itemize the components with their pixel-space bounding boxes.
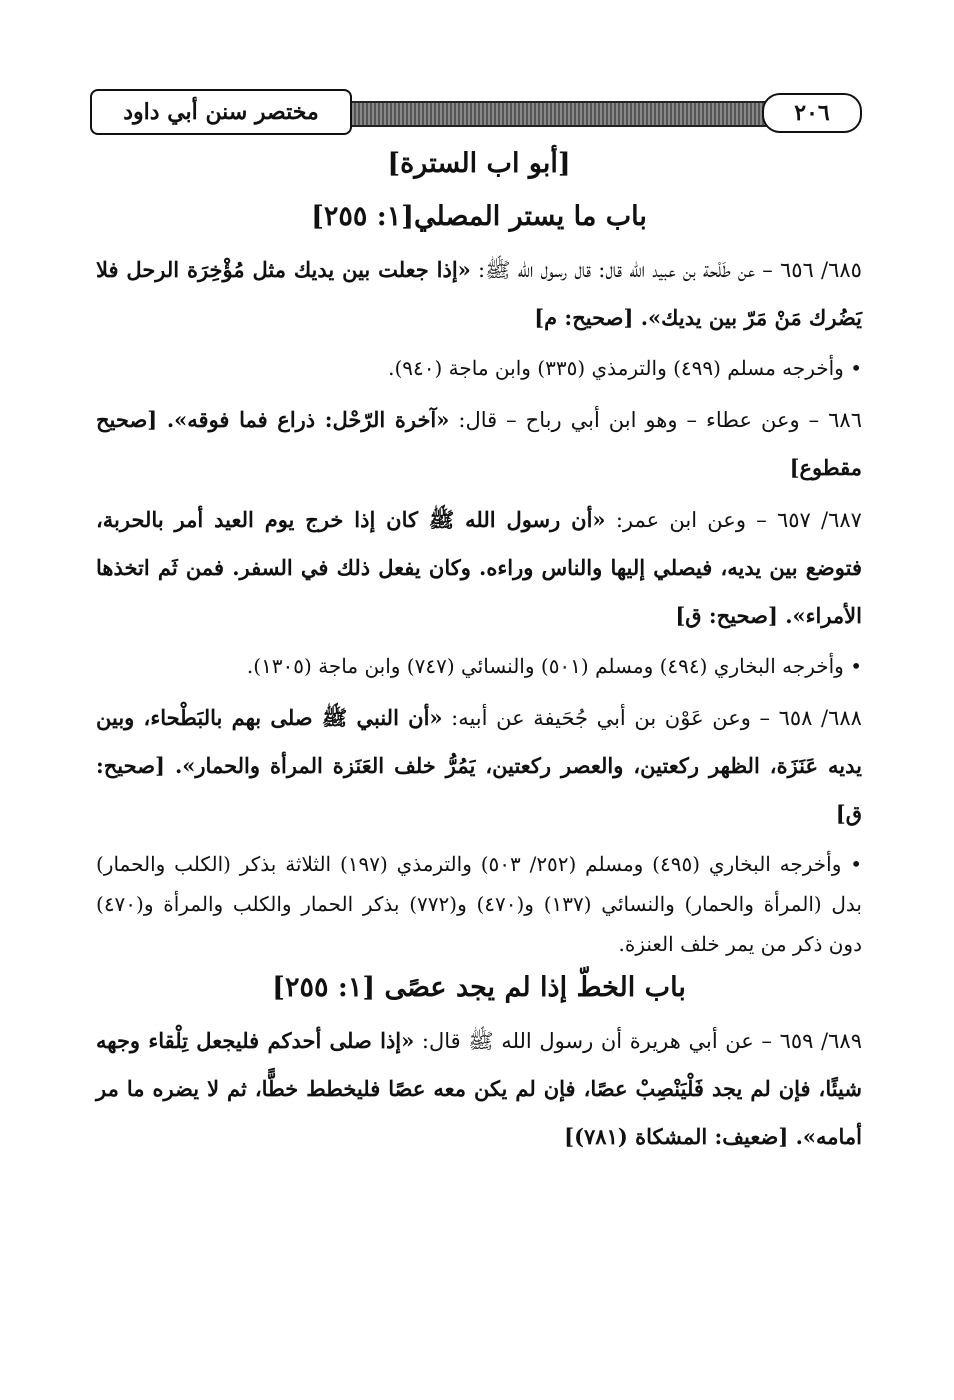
- hadith-number: ٦٨٥/ ٦٥٦: [779, 258, 862, 282]
- hadith-intro: – وعن ابن عمر:: [615, 508, 767, 532]
- hadith-intro: – عن طَلْحة بن عبيد الله قال: قال رسول الله ﷺ:: [478, 258, 773, 282]
- page-content: [96, 148, 862, 1161]
- hadith-689: [96, 1017, 862, 1161]
- hadith-intro: – عن أبي هريرة أن رسول الله ﷺ قال:: [421, 1029, 772, 1053]
- takhrij-note: • وأخرجه البخاري (٤٩٥) ومسلم (٢٥٢/ ٥٠٣) والترمذي (١٩٧) الثلاثة بذكر (الكلب والحمار) بدل (المرأة والحمار) والنسائي (١٣٧) و(٤٧٠) و(٧٧٢) بذكر الحمار والكلب والمرأة و(٤٧٠) دون ذكر من يمر خلف العنزة.: [96, 852, 862, 956]
- hadith-text: «أن النبي ﷺ صلى بهم بالبَطْحاء، وبين يديه عَنَزَة، الظهر ركعتين، والعصر ركعتين، يَمُرُّ خلف العَنَزة المرأة والحمار». [صحيح: ق]: [96, 705, 862, 826]
- hadith-intro: – وعن عَوْن بن أبي جُحَيفة عن أبيه:: [451, 706, 770, 730]
- hadith-number: ٦٨٩/ ٦٥٩: [779, 1029, 862, 1053]
- hadith-number: ٦٨٧/ ٦٥٧: [776, 508, 862, 532]
- hadith-688: [96, 694, 862, 838]
- hadith-text: «آخرة الرّحْل: ذراع فما فوقه». [صحيح مقطوع]: [96, 407, 862, 480]
- page-header: [90, 85, 862, 137]
- hadith-text: «إذا جعلت بين يديك مثل مُؤْخِرَة الرحل فلا يَضُرك مَنْ مَرّ بين يديك». [صحيح: م]: [96, 257, 862, 330]
- hadith-intro: – وعن عطاء – وهو ابن أبي رباح – قال:: [458, 408, 820, 432]
- section-heading: باب ما يستر المصلي[١: ٢٥٥]: [311, 201, 647, 232]
- book-title: مختصر سنن أبي داود: [90, 89, 352, 135]
- hadith-687: [96, 496, 862, 640]
- hadith-number: ٦٨٦: [828, 408, 862, 432]
- main-heading: [أبو اب السترة]: [387, 148, 571, 179]
- hadith-685: [96, 246, 862, 342]
- takhrij-note: • وأخرجه البخاري (٤٩٤) ومسلم (٥٠١) والنسائي (٧٤٧) وابن ماجة (١٣٠٥).: [246, 654, 862, 678]
- hadith-686: [96, 396, 862, 492]
- hadith-number: ٦٨٨/ ٦٥٨: [778, 706, 862, 730]
- hadith-text: «إذا صلى أحدكم فليجعل تِلْقاء وجهه شيئًا، فإن لم يجد فَلْيَنْصِبْ عصًا، فإن لم يكن معه عصًا فليخطط خطًّا، ثم لا يضره ما مر أمامه». [ضعيف: المشكاة (٧٨١)]: [96, 1028, 862, 1149]
- hadith-text: «أن رسول الله ﷺ كان إذا خرج يوم العيد أمر بالحربة، فتوضع بين يديه، فيصلي إليها والناس وراءه. وكان يفعل ذلك في السفر. فمن ثَم اتخذها الأمراء». [صحيح: ق]: [96, 507, 862, 628]
- section-heading: باب الخطّ إذا لم يجد عصًى [١: ٢٥٥]: [272, 972, 686, 1003]
- page-number: ٢٠٦: [762, 93, 862, 133]
- takhrij-note: • وأخرجه مسلم (٤٩٩) والترمذي (٣٣٥) وابن ماجة (٩٤٠).: [388, 356, 862, 380]
